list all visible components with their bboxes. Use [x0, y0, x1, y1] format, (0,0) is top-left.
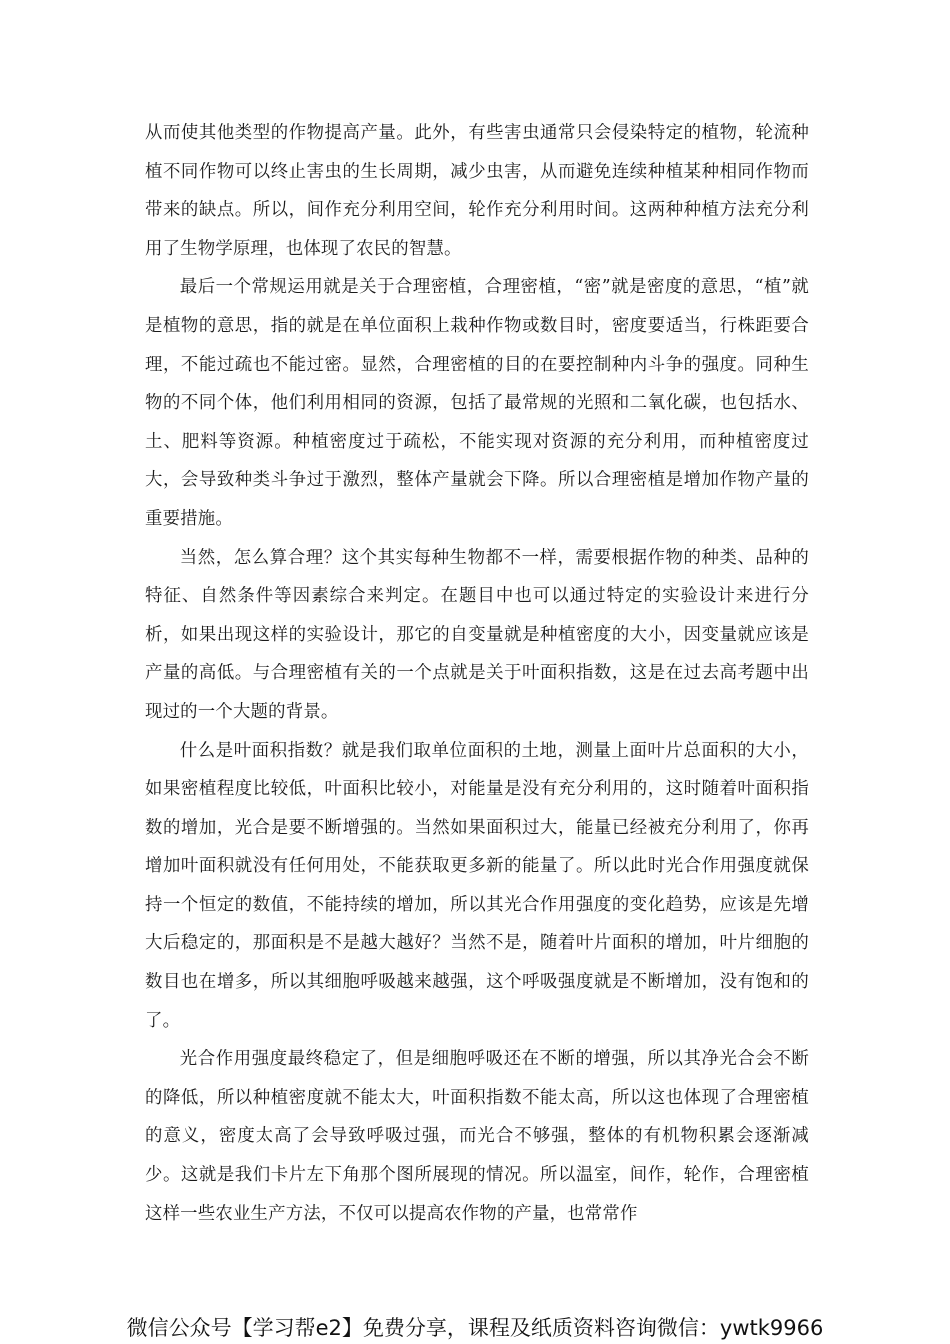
page-footer-watermark: 微信公众号【学习帮e2】免费分享，课程及纸质资料咨询微信：ywtk9966 [126, 1316, 824, 1340]
paragraph-3: 当然，怎么算合理？这个其实每种生物都不一样，需要根据作物的种类、品种的特征、自然条件等因素综合来判定。在题目中也可以通过特定的实验设计来进行分析，如果出现这样的实验设计，那它的自变量就是种植密度的大小，因变量就应该是产量的高低。与合理密植有关的一个点就是关于叶面积指数，这是在过去高考题中出现过的一个大题的背景。 [145, 547, 809, 722]
paragraph-1: 从而使其他类型的作物提高产量。此外，有些害虫通常只会侵染特定的植物，轮流种植不同作物可以终止害虫的生长周期，减少虫害，从而避免连续种植某种相同作物而带来的缺点。所以，间作充分利用空间，轮作充分利用时间。这两种种植方法充分利用了生物学原理，也体现了农民的智慧。 [145, 123, 809, 259]
document-body [145, 114, 809, 1233]
paragraph-2: 最后一个常规运用就是关于合理密植，合理密植，“密”就是密度的意思，“植”就是植物的意思，指的就是在单位面积上栽种作物或数目时，密度要适当，行株距要合理，不能过疏也不能过密。显然，合理密植的目的在要控制种内斗争的强度。同种生物的不同个体，他们利用相同的资源，包括了最常规的光照和二氧化碳，也包括水、土、肥料等资源。种植密度过于疏松，不能实现对资源的充分利用，而种植密度过大，会导致种类斗争过于激烈，整体产量就会下降。所以合理密植是增加作物产量的重要措施。 [145, 277, 809, 529]
paragraph-5: 光合作用强度最终稳定了，但是细胞呼吸还在不断的增强，所以其净光合会不断的降低，所以种植密度就不能太大，叶面积指数不能太高，所以这也体现了合理密植的意义，密度太高了会导致呼吸过强，而光合不够强，整体的有机物积累会逐渐减少。这就是我们卡片左下角那个图所展现的情况。所以温室，间作，轮作，合理密植这样一些农业生产方法，不仅可以提高农作物的产量，也常常作 [145, 1049, 809, 1224]
paragraph-4: 什么是叶面积指数？就是我们取单位面积的土地，测量上面叶片总面积的大小，如果密植程度比较低，叶面积比较小，对能量是没有充分利用的，这时随着叶面积指数的增加，光合是要不断增强的。当然如果面积过大，能量已经被充分利用了，你再增加叶面积就没有任何用处，不能获取更多新的能量了。所以此时光合作用强度就保持一个恒定的数值，不能持续的增加，所以其光合作用强度的变化趋势，应该是先增大后稳定的，那面积是不是越大越好？当然不是，随着叶片面积的增加，叶片细胞的数目也在增多，所以其细胞呼吸越来越强，这个呼吸强度就是不断增加，没有饱和的了。 [145, 740, 809, 1031]
